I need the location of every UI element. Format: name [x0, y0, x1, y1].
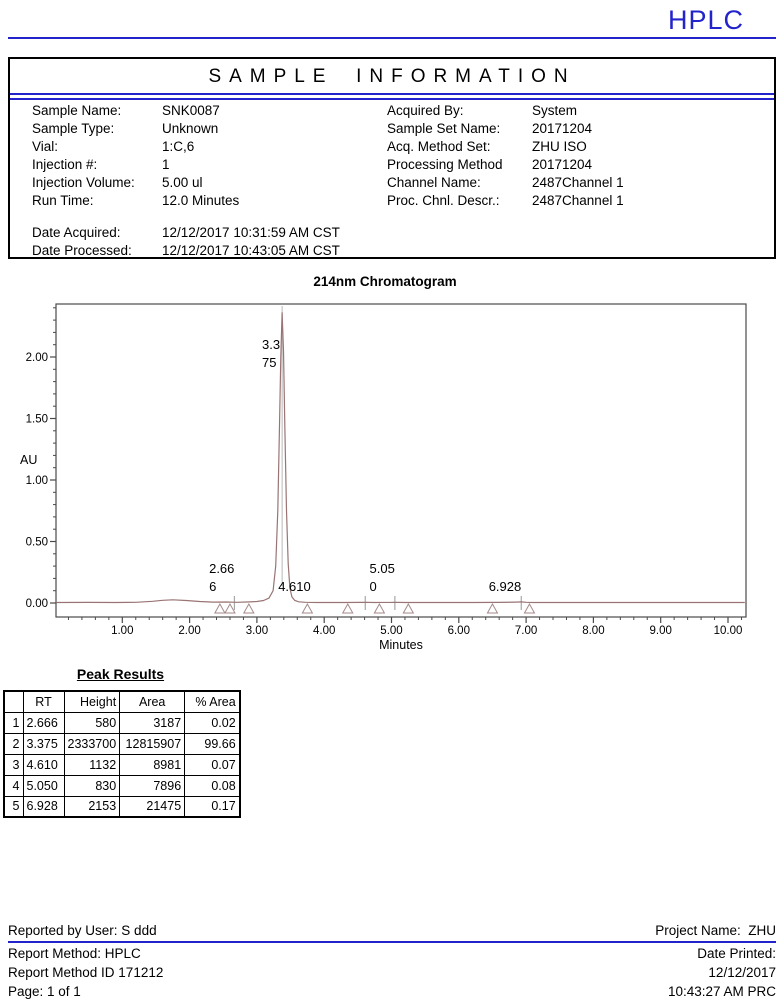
column-header-index [4, 691, 23, 712]
peak-value-cell: 21475 [120, 796, 185, 817]
peak-value-cell: 7896 [120, 775, 185, 796]
field-label: Run Time: [32, 193, 94, 208]
integration-triangle [487, 604, 497, 613]
field-value: 2487Channel 1 [532, 193, 624, 208]
x-tick-label: 4.00 [313, 625, 336, 637]
field-value: 5.00 ul [162, 175, 203, 190]
x-axis-title: Minutes [379, 638, 423, 652]
table-header-row [4, 691, 240, 712]
footer-left-text: Reported by User: S ddd [8, 923, 157, 938]
integration-triangle [244, 604, 254, 613]
field-label: Date Processed: [32, 243, 132, 258]
peak-index-cell: 1 [4, 712, 23, 733]
field-value: 20171204 [532, 121, 593, 136]
x-tick-label: 8.00 [582, 625, 605, 637]
peak-rt-label: 2.66 [209, 561, 235, 576]
footer-row-0 [8, 923, 776, 940]
y-tick-label: 1.00 [25, 475, 48, 487]
field-label: Proc. Chnl. Descr.: [387, 193, 500, 208]
column-header-rt: RT [23, 691, 64, 712]
x-tick-label: 7.00 [514, 625, 538, 637]
field-label: Date Acquired: [32, 225, 121, 240]
x-tick-label: 6.00 [447, 625, 470, 637]
peak-results-title: Peak Results [76, 666, 165, 682]
footer-right-text: 10:43:27 AM PRC [667, 984, 776, 999]
footer-right-text: Date Printed: [697, 946, 776, 961]
x-tick-label: 5.00 [380, 625, 403, 637]
plot-border [56, 304, 746, 617]
chromatogram-trace [56, 313, 745, 603]
table-row [4, 796, 240, 817]
integration-triangle [524, 604, 534, 613]
peak-index-cell: 2 [4, 733, 23, 754]
peak-rt-label: 75 [262, 355, 277, 370]
field-label: Processing Method [387, 157, 503, 172]
field-label: Channel Name: [387, 175, 481, 190]
field-value: Unknown [162, 121, 219, 136]
field-label: Injection Volume: [32, 175, 135, 190]
field-label: Injection #: [32, 157, 98, 172]
table-row [4, 712, 240, 733]
peak-value-cell: 99.66 [185, 733, 240, 754]
footer-right-text: 12/12/2017 [708, 965, 776, 980]
field-value: 1 [162, 157, 170, 172]
y-tick-label: 0.50 [25, 536, 48, 549]
y-tick-label: 0.00 [25, 598, 48, 610]
integration-triangle [403, 604, 413, 613]
footer-rule [8, 941, 776, 943]
peak-value-cell: 1132 [64, 754, 120, 775]
sample-info-box [8, 57, 776, 259]
footer-left-text: Report Method: HPLC [8, 946, 141, 961]
column-header-area: Area [120, 691, 185, 712]
peak-value-cell: 0.02 [185, 712, 240, 733]
peak-value-cell: 5.050 [23, 775, 64, 796]
field-label: Vial: [32, 139, 59, 154]
footer-right-text: Project Name: ZHU [655, 923, 776, 938]
integration-triangle [343, 604, 353, 613]
sample-info-divider [10, 93, 774, 100]
integration-triangle [225, 604, 235, 613]
peak-rt-label: 6.928 [488, 579, 522, 594]
footer-row-3 [8, 984, 776, 1001]
integration-triangle [302, 604, 312, 613]
x-tick-label: 2.00 [178, 625, 201, 637]
x-tick-label: 1.00 [111, 625, 134, 637]
table-row [4, 775, 240, 796]
peak-value-cell: 0.08 [185, 775, 240, 796]
peak-value-cell: 3.375 [23, 733, 64, 754]
peak-value-cell: 2.666 [23, 712, 64, 733]
y-tick-label: 2.00 [25, 352, 48, 364]
table-row [4, 754, 240, 775]
field-label: Acquired By: [387, 103, 464, 118]
peak-rt-label: 6 [209, 579, 217, 594]
chart-title: 214nm Chromatogram [313, 274, 457, 289]
x-tick-label: 10.00 [713, 625, 743, 637]
table-row [4, 733, 240, 754]
peak-value-cell: 3187 [120, 712, 185, 733]
y-tick-label: 1.50 [25, 413, 48, 426]
peak-value-cell: 0.07 [185, 754, 240, 775]
peak-value-cell: 6.928 [23, 796, 64, 817]
integration-triangle [374, 604, 384, 613]
peak-value-cell: 4.610 [23, 754, 64, 775]
peak-index-cell: 4 [4, 775, 23, 796]
sample-info-title: SAMPLE INFORMATION [208, 66, 576, 87]
footer-left-text: Page: 1 of 1 [8, 984, 81, 999]
field-value: 12/12/2017 10:43:05 AM CST [162, 243, 340, 258]
hplc-logo: HPLC [667, 5, 744, 35]
field-value: 12/12/2017 10:31:59 AM CST [162, 225, 340, 240]
peak-rt-label: 5.05 [369, 561, 395, 576]
column-header-height: Height [64, 691, 120, 712]
x-tick-label: 3.00 [245, 625, 269, 637]
peak-rt-label: 4.610 [278, 579, 311, 594]
peak-index-cell: 3 [4, 754, 23, 775]
field-value: System [532, 103, 578, 118]
field-value: 2487Channel 1 [532, 175, 624, 190]
footer-row-1 [8, 946, 776, 963]
field-value: ZHU ISO [532, 139, 587, 154]
peak-rt-label: 0 [369, 579, 377, 594]
field-value: 1:C,6 [162, 139, 195, 154]
chromatogram-plot [0, 296, 784, 660]
peak-value-cell: 2153 [64, 796, 120, 817]
field-label: Sample Type: [32, 121, 115, 136]
peak-value-cell: 0.17 [185, 796, 240, 817]
footer-left-text: Report Method ID 171212 [8, 965, 164, 980]
peak-index-cell: 5 [4, 796, 23, 817]
peak-value-cell: 830 [64, 775, 120, 796]
field-label: Sample Name: [32, 103, 122, 118]
peak-rt-label: 3.3 [262, 337, 281, 352]
header-rule [8, 37, 776, 39]
field-value: 20171204 [532, 157, 593, 172]
field-label: Sample Set Name: [387, 121, 501, 136]
integration-triangle [215, 604, 225, 613]
field-label: Acq. Method Set: [387, 139, 491, 154]
field-value: 12.0 Minutes [162, 193, 240, 208]
peak-value-cell: 8981 [120, 754, 185, 775]
peak-value-cell: 2333700 [64, 733, 120, 754]
peak-value-cell: 580 [64, 712, 120, 733]
column-header-pct-area: % Area [185, 691, 240, 712]
field-value: SNK0087 [162, 103, 220, 118]
x-tick-label: 9.00 [649, 625, 672, 637]
peak-value-cell: 12815907 [120, 733, 185, 754]
footer-row-2 [8, 965, 776, 982]
peak-results-table [3, 690, 241, 818]
y-axis-title: AU [20, 453, 38, 467]
